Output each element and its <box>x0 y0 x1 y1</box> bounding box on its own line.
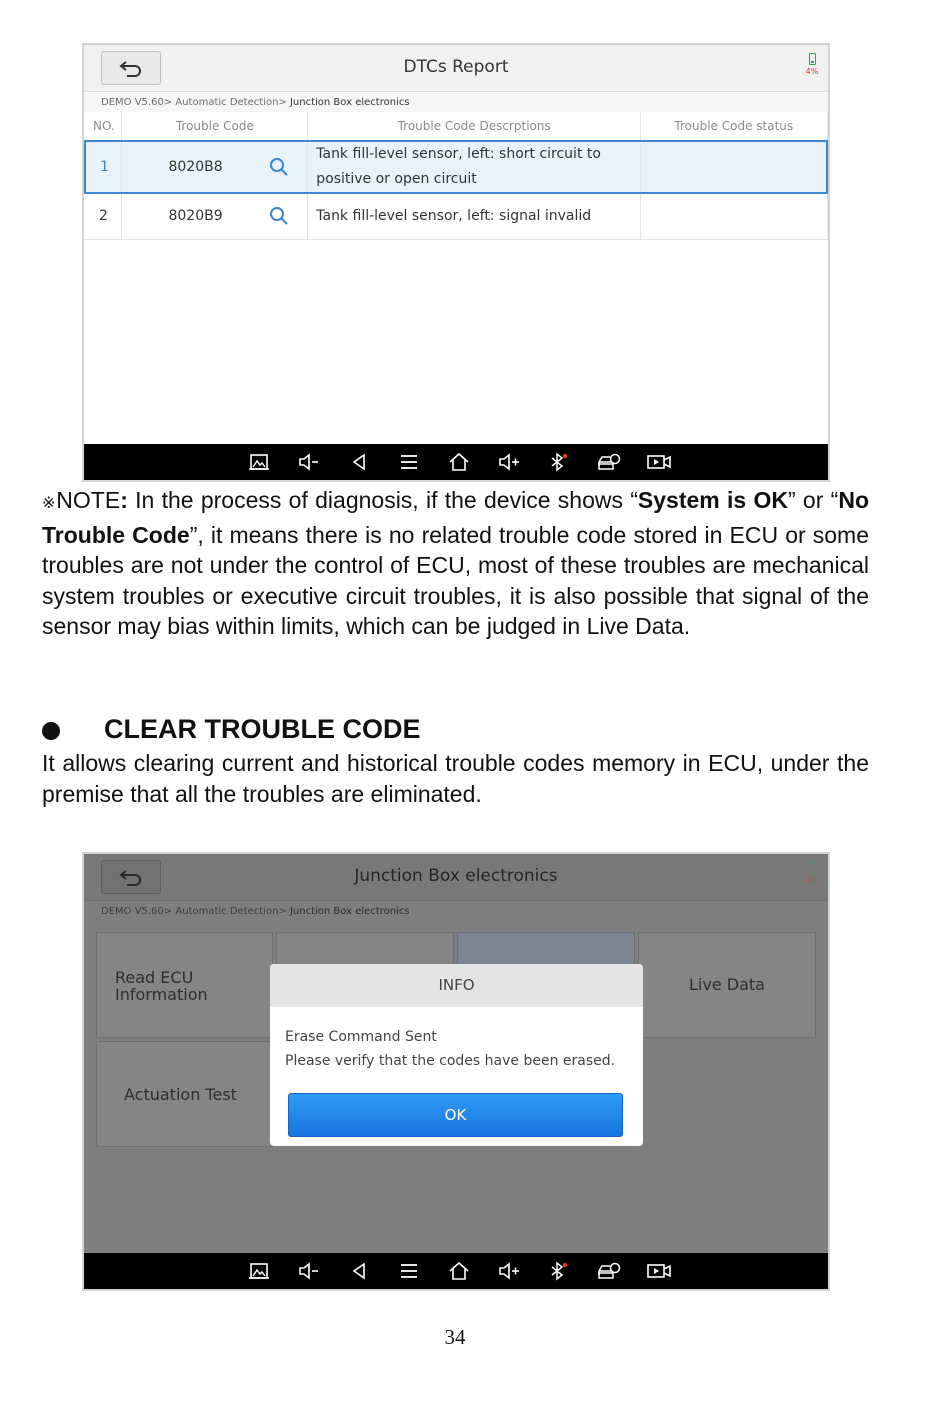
trouble-code: 8020B8 <box>168 159 223 175</box>
volume-down-icon[interactable] <box>296 451 322 473</box>
battery-percent: 4% <box>805 876 819 885</box>
menu-icon[interactable] <box>396 1260 422 1282</box>
note-mark: ※ <box>42 495 57 512</box>
home-icon[interactable] <box>446 1260 472 1282</box>
battery-icon <box>804 53 820 81</box>
volume-up-icon[interactable] <box>496 1260 522 1282</box>
search-icon[interactable] <box>269 206 289 226</box>
title-bar <box>84 45 828 92</box>
car-diagnose-icon[interactable] <box>596 451 622 473</box>
trouble-code-cell <box>122 141 308 193</box>
screenshot-icon[interactable] <box>246 1260 272 1282</box>
column-header-trouble-code: Trouble Code <box>122 112 308 141</box>
table-header-row <box>85 112 827 141</box>
column-header-no: NO. <box>85 112 122 141</box>
section-heading-text: CLEAR TROUBLE CODE <box>104 714 421 744</box>
bluetooth-icon[interactable] <box>546 1260 572 1282</box>
clear-code-screenshot <box>82 852 830 1291</box>
system-nav-bar <box>84 1253 828 1289</box>
screenshot-icon[interactable] <box>246 451 272 473</box>
row-number: 2 <box>85 193 122 239</box>
back-icon[interactable] <box>346 451 372 473</box>
column-header-status: Trouble Code status <box>641 112 827 141</box>
home-icon[interactable] <box>446 451 472 473</box>
trouble-code-description: Tank fill-level sensor, left: signal invalid <box>308 193 641 239</box>
table-row[interactable] <box>85 193 827 239</box>
tile-label-line2: Information <box>115 985 208 1004</box>
trouble-code-cell <box>122 193 308 239</box>
dtc-report-screenshot <box>82 43 830 482</box>
breadcrumb <box>84 93 828 112</box>
battery-percent: 4% <box>805 67 819 76</box>
search-icon[interactable] <box>269 157 289 177</box>
screen-record-icon[interactable] <box>646 1260 672 1282</box>
note-text-2: ” or “ <box>787 487 839 513</box>
dialog-line-2: Please verify that the codes have been erased. <box>285 1053 616 1069</box>
trouble-code: 8020B9 <box>168 208 223 225</box>
breadcrumb-path: DEMO V5.60> Automatic Detection> <box>101 97 290 108</box>
section-body: It allows clearing current and historical trouble codes memory in ECU, under the premise that all the troubles are eliminated. <box>42 750 869 807</box>
dtc-table <box>84 112 828 240</box>
note-text-1: In the process of diagnosis, if the device shows “ <box>127 487 638 513</box>
read-ecu-information-tile[interactable] <box>96 932 273 1038</box>
note-text-3: ”, it means there is no related trouble code stored in ECU or some troubles are not under the control of ECU, most of these troubles are mechanical system troubles or executive circuit troubles, it is also possible that signal of the sensor may bias within limits, which can be judged in Live Data. <box>42 521 870 639</box>
tile-label: Actuation Test <box>124 1085 237 1104</box>
table-row[interactable] <box>85 141 827 193</box>
trouble-code-status <box>641 141 827 193</box>
trouble-code-status <box>641 193 827 239</box>
title-bar <box>84 854 828 901</box>
note-colon: : <box>120 487 128 513</box>
page-title: Junction Box electronics <box>354 866 558 886</box>
live-data-tile[interactable] <box>638 932 816 1038</box>
actuation-test-tile[interactable] <box>96 1041 273 1147</box>
row-number: 1 <box>85 141 122 193</box>
battery-icon <box>804 862 820 890</box>
volume-up-icon[interactable] <box>496 451 522 473</box>
bullet-icon <box>42 722 60 740</box>
breadcrumb-path: DEMO V5.60> Automatic Detection> <box>101 906 290 917</box>
back-icon[interactable] <box>346 1260 372 1282</box>
breadcrumb-current: Junction Box electronics <box>289 97 410 108</box>
page-title: DTCs Report <box>403 57 509 77</box>
volume-down-icon[interactable] <box>296 1260 322 1282</box>
note-bold-system-ok: System is OK <box>637 487 788 513</box>
info-dialog <box>270 964 643 1146</box>
tile-label-line1: Read ECU <box>115 968 194 987</box>
dialog-title: INFO <box>270 964 643 1007</box>
menu-icon[interactable] <box>396 451 422 473</box>
tile-label: Live Data <box>689 975 765 994</box>
ok-button[interactable]: OK <box>288 1093 623 1137</box>
note-label: NOTE <box>56 487 121 513</box>
note-paragraph <box>42 485 869 642</box>
screen-record-icon[interactable] <box>646 451 672 473</box>
dialog-line-1: Erase Command Sent <box>285 1029 437 1045</box>
page-number: 34 <box>444 1325 466 1349</box>
note-bold-no-trouble-code: No Trouble Code <box>42 487 869 548</box>
bluetooth-icon[interactable] <box>546 451 572 473</box>
system-nav-bar <box>84 444 828 480</box>
dialog-message <box>270 1007 643 1073</box>
breadcrumb <box>84 902 828 921</box>
car-diagnose-icon[interactable] <box>596 1260 622 1282</box>
section-heading <box>42 712 869 748</box>
column-header-descriptions: Trouble Code Descrptions <box>308 112 641 141</box>
trouble-code-description: Tank fill-level sensor, left: short circuit to positive or open circuit <box>308 141 641 193</box>
breadcrumb-current: Junction Box electronics <box>289 906 410 917</box>
